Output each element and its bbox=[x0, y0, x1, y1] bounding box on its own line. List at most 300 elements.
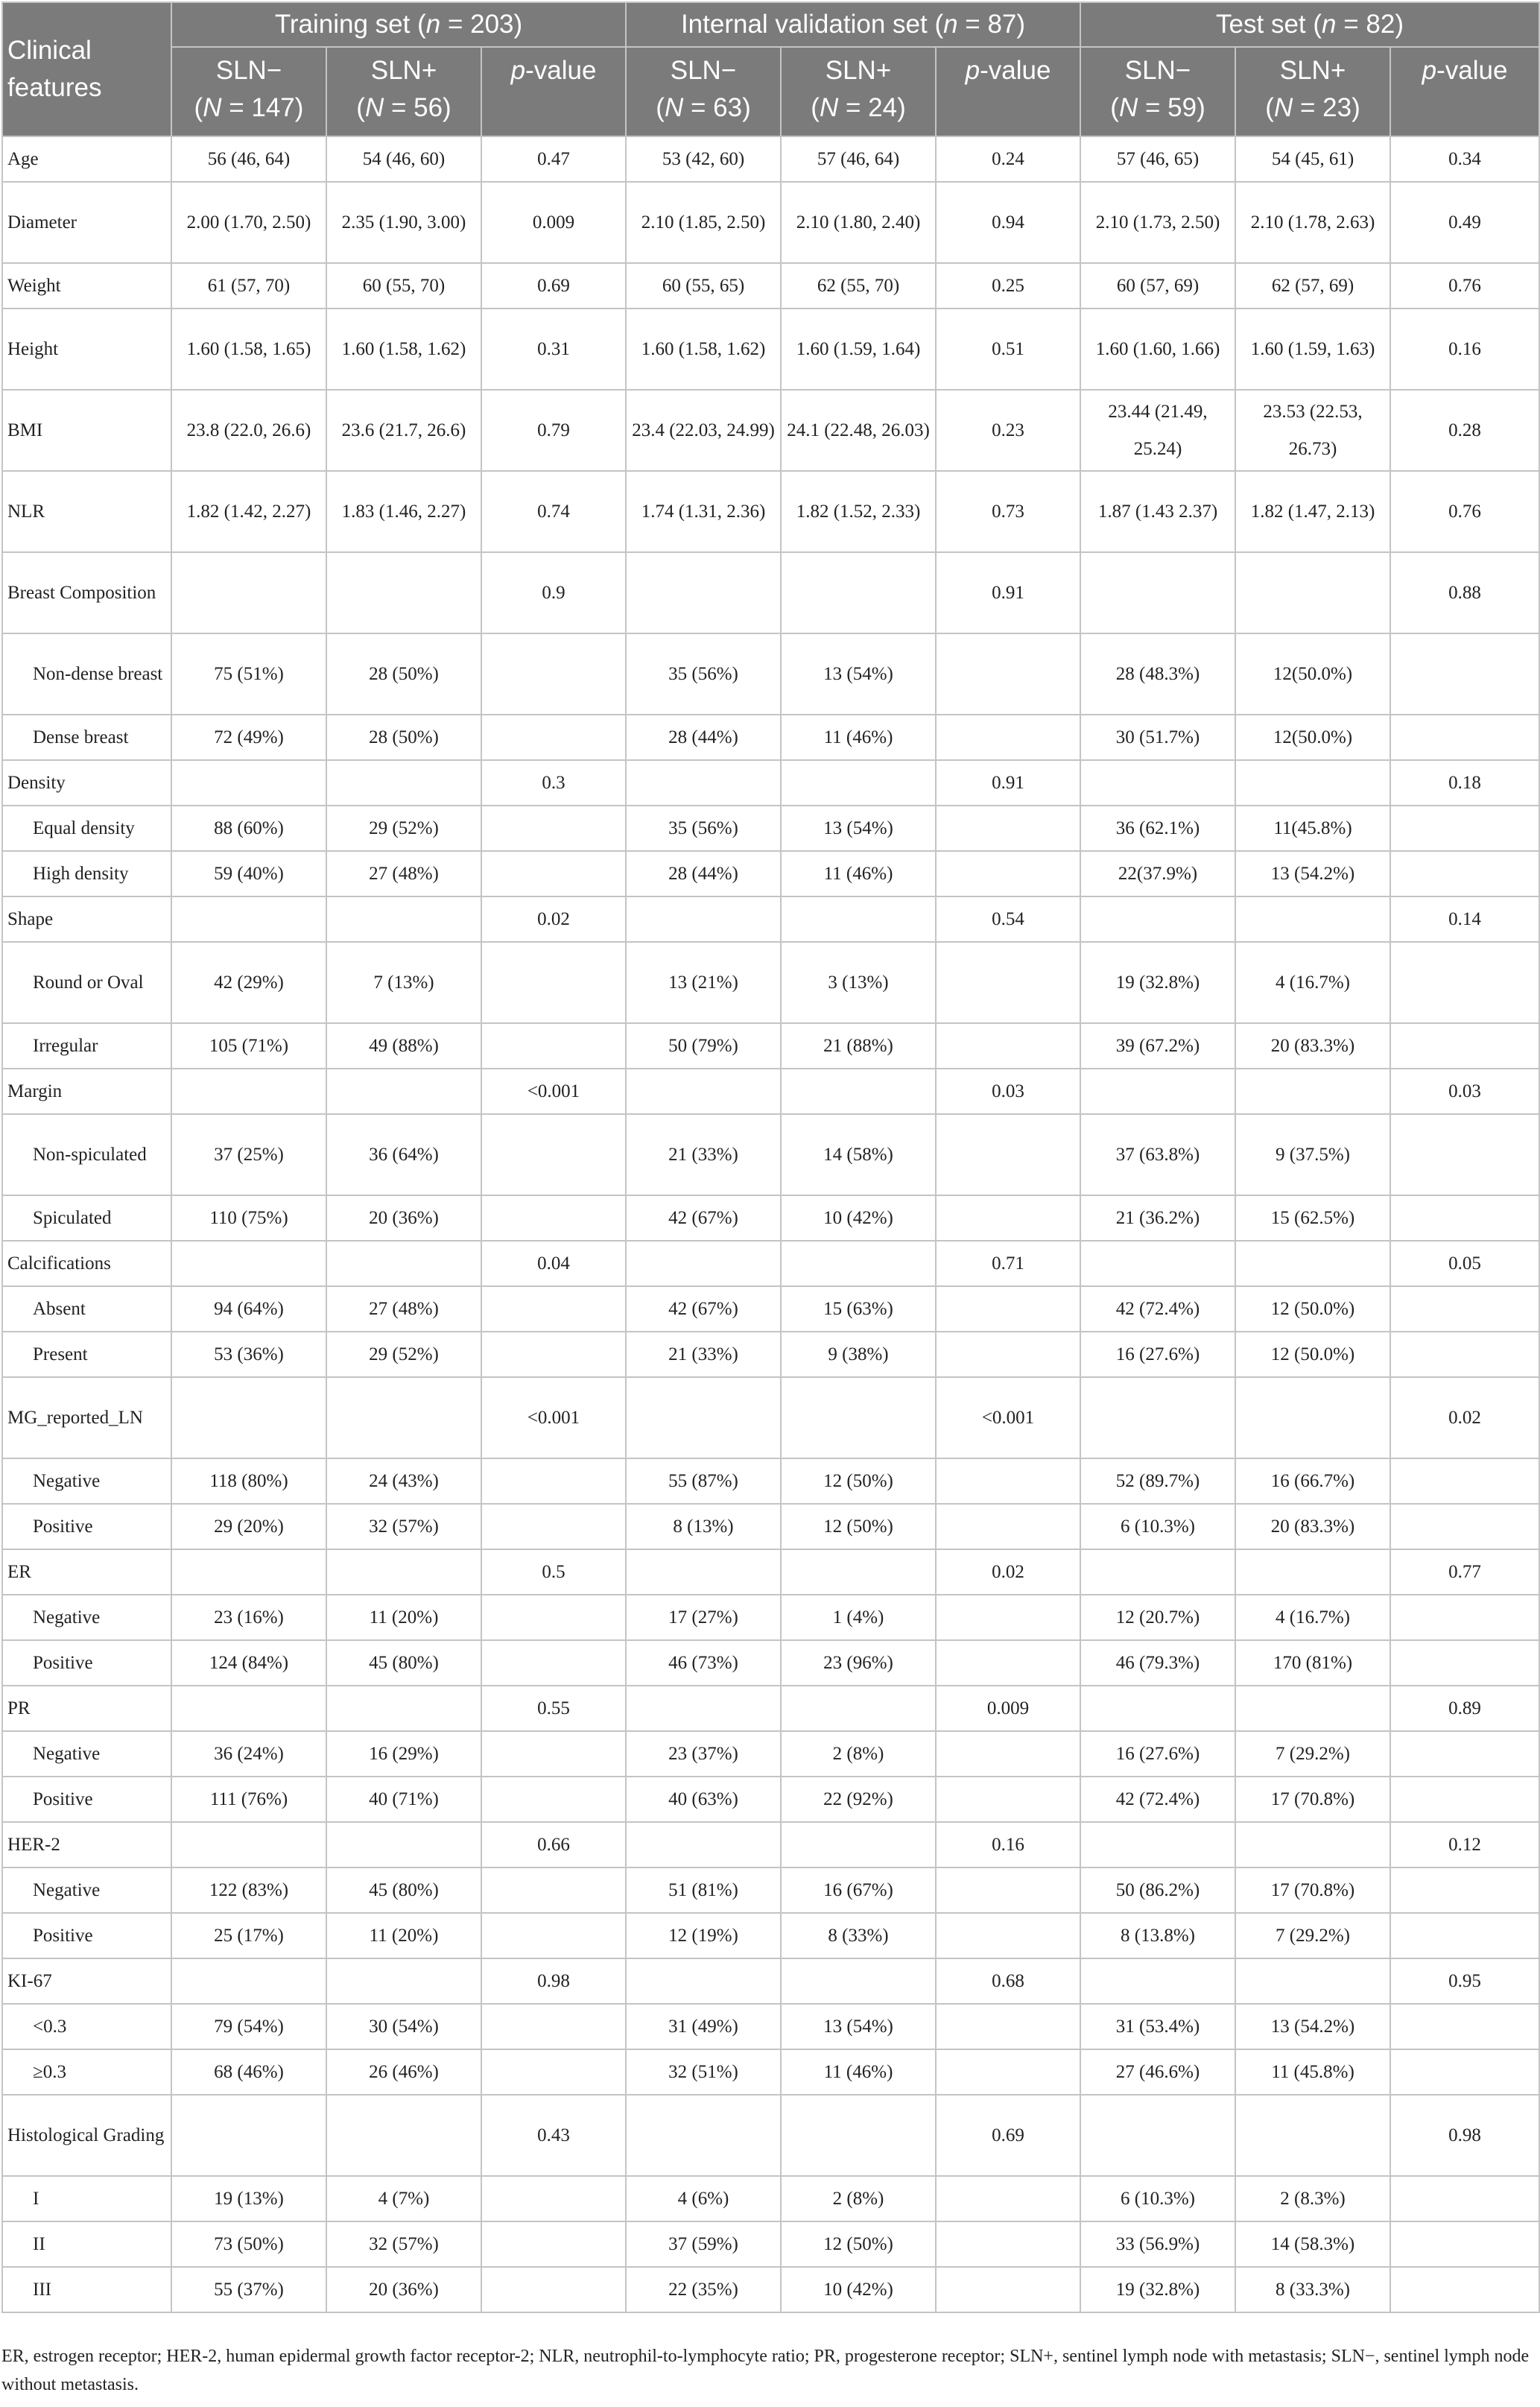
table-cell bbox=[936, 1286, 1080, 1332]
table-cell bbox=[171, 2095, 326, 2176]
table-cell: 0.76 bbox=[1390, 263, 1539, 309]
table-cell: 42 (29%) bbox=[171, 942, 326, 1023]
table-cell bbox=[481, 1595, 626, 1640]
table-cell bbox=[626, 552, 781, 633]
table-cell bbox=[781, 552, 936, 633]
row-label: Density bbox=[2, 760, 171, 806]
table-cell: 32 (51%) bbox=[626, 2049, 781, 2095]
table-cell: 20 (83.3%) bbox=[1235, 1023, 1390, 1069]
table-row bbox=[2, 263, 1539, 309]
table-cell: 0.79 bbox=[481, 390, 626, 471]
table-cell: 105 (71%) bbox=[171, 1023, 326, 1069]
row-label: Calcifications bbox=[2, 1241, 171, 1286]
table-row bbox=[2, 633, 1539, 715]
table-cell: 12 (50.0%) bbox=[1235, 1286, 1390, 1332]
table-cell bbox=[781, 760, 936, 806]
table-cell bbox=[936, 2004, 1080, 2049]
row-label: Negative bbox=[2, 1867, 171, 1913]
row-label: Weight bbox=[2, 263, 171, 309]
table-cell: 0.51 bbox=[936, 309, 1080, 390]
table-cell bbox=[626, 1549, 781, 1595]
table-cell: 14 (58.3%) bbox=[1235, 2221, 1390, 2267]
table-cell: 0.9 bbox=[481, 552, 626, 633]
table-cell: 110 (75%) bbox=[171, 1195, 326, 1241]
table-cell bbox=[1080, 1069, 1235, 1114]
table-cell: 16 (67%) bbox=[781, 1867, 936, 1913]
table-cell bbox=[1080, 760, 1235, 806]
table-cell bbox=[936, 1195, 1080, 1241]
table-cell bbox=[936, 2221, 1080, 2267]
table-cell bbox=[1390, 1595, 1539, 1640]
table-cell bbox=[481, 806, 626, 851]
table-cell bbox=[1390, 633, 1539, 715]
table-cell: 24.1 (22.48, 26.03) bbox=[781, 390, 936, 471]
header-training-sln-negative: SLN− (N = 147) bbox=[171, 47, 326, 136]
table-cell: 21 (33%) bbox=[626, 1114, 781, 1195]
table-cell: 12(50.0%) bbox=[1235, 633, 1390, 715]
table-cell bbox=[1235, 1069, 1390, 1114]
table-cell bbox=[936, 2267, 1080, 2312]
table-row bbox=[2, 2049, 1539, 2095]
table-cell: 27 (48%) bbox=[326, 851, 481, 896]
table-cell bbox=[1390, 1332, 1539, 1377]
table-cell bbox=[936, 1504, 1080, 1549]
row-label: PR bbox=[2, 1686, 171, 1731]
table-row bbox=[2, 309, 1539, 390]
table-cell bbox=[626, 1377, 781, 1458]
row-label: Absent bbox=[2, 1286, 171, 1332]
table-cell: 0.3 bbox=[481, 760, 626, 806]
table-cell: 45 (80%) bbox=[326, 1640, 481, 1686]
table-cell: 39 (67.2%) bbox=[1080, 1023, 1235, 1069]
table-cell bbox=[481, 851, 626, 896]
table-cell: 7 (13%) bbox=[326, 942, 481, 1023]
header-group-test: Test set (n = 82) bbox=[1080, 2, 1539, 47]
table-row bbox=[2, 1114, 1539, 1195]
table-cell: 1.82 (1.47, 2.13) bbox=[1235, 471, 1390, 552]
table-cell: 27 (46.6%) bbox=[1080, 2049, 1235, 2095]
table-cell: 0.24 bbox=[936, 136, 1080, 182]
table-row bbox=[2, 2221, 1539, 2267]
table-cell bbox=[1390, 851, 1539, 896]
table-cell: 0.009 bbox=[936, 1686, 1080, 1731]
table-cell: 94 (64%) bbox=[171, 1286, 326, 1332]
table-cell bbox=[326, 1958, 481, 2004]
table-cell: 0.77 bbox=[1390, 1549, 1539, 1595]
table-cell bbox=[936, 633, 1080, 715]
table-cell: 62 (55, 70) bbox=[781, 263, 936, 309]
table-cell bbox=[781, 1377, 936, 1458]
table-cell bbox=[936, 942, 1080, 1023]
row-label: Histological Grading bbox=[2, 2095, 171, 2176]
table-cell bbox=[936, 2176, 1080, 2221]
table-cell: 1.87 (1.43 2.37) bbox=[1080, 471, 1235, 552]
table-cell: 10 (42%) bbox=[781, 1195, 936, 1241]
table-cell bbox=[1390, 1777, 1539, 1822]
table-cell: 170 (81%) bbox=[1235, 1640, 1390, 1686]
table-cell: 29 (20%) bbox=[171, 1504, 326, 1549]
table-cell bbox=[1080, 552, 1235, 633]
table-cell: 61 (57, 70) bbox=[171, 263, 326, 309]
table-cell: 30 (51.7%) bbox=[1080, 715, 1235, 760]
table-cell bbox=[481, 1332, 626, 1377]
table-row bbox=[2, 552, 1539, 633]
table-cell: 1 (4%) bbox=[781, 1595, 936, 1640]
table-cell: 23.6 (21.7, 26.6) bbox=[326, 390, 481, 471]
row-label: Non-spiculated bbox=[2, 1114, 171, 1195]
row-label: Dense breast bbox=[2, 715, 171, 760]
table-row bbox=[2, 1195, 1539, 1241]
table-cell: 68 (46%) bbox=[171, 2049, 326, 2095]
table-cell: 46 (79.3%) bbox=[1080, 1640, 1235, 1686]
table-cell bbox=[1080, 2095, 1235, 2176]
table-cell bbox=[626, 2095, 781, 2176]
row-label: Shape bbox=[2, 896, 171, 942]
table-cell bbox=[326, 2095, 481, 2176]
table-cell bbox=[936, 1777, 1080, 1822]
table-cell: 0.43 bbox=[481, 2095, 626, 2176]
table-cell bbox=[481, 1114, 626, 1195]
table-cell: <0.001 bbox=[481, 1069, 626, 1114]
table-header bbox=[2, 2, 1539, 136]
table-cell: 27 (48%) bbox=[326, 1286, 481, 1332]
table-cell: 26 (46%) bbox=[326, 2049, 481, 2095]
table-cell: 1.60 (1.58, 1.65) bbox=[171, 309, 326, 390]
table-cell: 45 (80%) bbox=[326, 1867, 481, 1913]
table-cell: 0.55 bbox=[481, 1686, 626, 1731]
table-cell: 4 (6%) bbox=[626, 2176, 781, 2221]
header-group-training: Training set (n = 203) bbox=[171, 2, 626, 47]
table-cell bbox=[326, 896, 481, 942]
table-cell bbox=[171, 552, 326, 633]
table-cell: 19 (32.8%) bbox=[1080, 942, 1235, 1023]
table-cell bbox=[171, 1241, 326, 1286]
table-cell: 50 (79%) bbox=[626, 1023, 781, 1069]
row-label: Age bbox=[2, 136, 171, 182]
table-cell: 60 (55, 65) bbox=[626, 263, 781, 309]
table-row bbox=[2, 1686, 1539, 1731]
header-test-p-value: p-value bbox=[1390, 47, 1539, 136]
table-cell: 0.18 bbox=[1390, 760, 1539, 806]
table-cell bbox=[1080, 896, 1235, 942]
row-label: Height bbox=[2, 309, 171, 390]
table-cell: 12 (50%) bbox=[781, 2221, 936, 2267]
table-cell: 0.28 bbox=[1390, 390, 1539, 471]
table-row bbox=[2, 1023, 1539, 1069]
table-row bbox=[2, 2095, 1539, 2176]
table-cell: 11(45.8%) bbox=[1235, 806, 1390, 851]
table-cell: 13 (21%) bbox=[626, 942, 781, 1023]
table-cell: 13 (54%) bbox=[781, 2004, 936, 2049]
table-cell bbox=[481, 2267, 626, 2312]
table-cell bbox=[326, 1069, 481, 1114]
table-cell bbox=[326, 1549, 481, 1595]
row-label: Positive bbox=[2, 1777, 171, 1822]
row-label: Spiculated bbox=[2, 1195, 171, 1241]
table-cell: 31 (53.4%) bbox=[1080, 2004, 1235, 2049]
table-cell: 42 (72.4%) bbox=[1080, 1777, 1235, 1822]
table-cell: 0.25 bbox=[936, 263, 1080, 309]
table-cell: 29 (52%) bbox=[326, 1332, 481, 1377]
table-cell: 2.10 (1.78, 2.63) bbox=[1235, 182, 1390, 263]
table-cell bbox=[481, 1913, 626, 1958]
table-cell: 7 (29.2%) bbox=[1235, 1731, 1390, 1777]
table-cell bbox=[171, 760, 326, 806]
table-cell bbox=[781, 1069, 936, 1114]
table-cell bbox=[936, 2049, 1080, 2095]
table-cell: 36 (64%) bbox=[326, 1114, 481, 1195]
table-cell bbox=[1390, 1913, 1539, 1958]
table-cell: 17 (70.8%) bbox=[1235, 1867, 1390, 1913]
table-row bbox=[2, 1822, 1539, 1867]
table-cell: 0.04 bbox=[481, 1241, 626, 1286]
table-cell: 59 (40%) bbox=[171, 851, 326, 896]
table-cell bbox=[1390, 806, 1539, 851]
table-cell: 28 (44%) bbox=[626, 851, 781, 896]
table-body bbox=[2, 136, 1539, 2312]
table-cell bbox=[481, 1458, 626, 1504]
table-cell: 28 (48.3%) bbox=[1080, 633, 1235, 715]
table-cell bbox=[1390, 1023, 1539, 1069]
table-row bbox=[2, 2004, 1539, 2049]
table-row bbox=[2, 1332, 1539, 1377]
table-cell bbox=[1390, 942, 1539, 1023]
table-cell: 16 (27.6%) bbox=[1080, 1731, 1235, 1777]
table-cell: 12 (50%) bbox=[781, 1458, 936, 1504]
row-label: ≥0.3 bbox=[2, 2049, 171, 2095]
table-cell: 0.5 bbox=[481, 1549, 626, 1595]
table-cell bbox=[1390, 1731, 1539, 1777]
header-training-sln-positive: SLN+ (N = 56) bbox=[326, 47, 481, 136]
table-cell bbox=[1235, 1377, 1390, 1458]
table-cell: 0.89 bbox=[1390, 1686, 1539, 1731]
row-label: Diameter bbox=[2, 182, 171, 263]
row-label: Positive bbox=[2, 1504, 171, 1549]
table-row bbox=[2, 1913, 1539, 1958]
table-cell bbox=[626, 1241, 781, 1286]
table-cell: 11 (46%) bbox=[781, 2049, 936, 2095]
table-cell bbox=[936, 1913, 1080, 1958]
table-cell bbox=[1390, 1640, 1539, 1686]
table-cell bbox=[1235, 1549, 1390, 1595]
table-cell: 60 (57, 69) bbox=[1080, 263, 1235, 309]
table-row bbox=[2, 1377, 1539, 1458]
table-cell: 15 (62.5%) bbox=[1235, 1195, 1390, 1241]
table-cell: 0.02 bbox=[481, 896, 626, 942]
table-cell: 12(50.0%) bbox=[1235, 715, 1390, 760]
table-cell bbox=[936, 715, 1080, 760]
table-cell: 3 (13%) bbox=[781, 942, 936, 1023]
table-cell: 0.23 bbox=[936, 390, 1080, 471]
table-cell bbox=[171, 1549, 326, 1595]
table-cell: 33 (56.9%) bbox=[1080, 2221, 1235, 2267]
row-label: Non-dense breast bbox=[2, 633, 171, 715]
table-cell bbox=[1390, 1867, 1539, 1913]
row-label: ER bbox=[2, 1549, 171, 1595]
table-cell bbox=[781, 2095, 936, 2176]
table-row bbox=[2, 1069, 1539, 1114]
table-cell: 12 (50%) bbox=[781, 1504, 936, 1549]
table-cell: 12 (20.7%) bbox=[1080, 1595, 1235, 1640]
table-cell: <0.001 bbox=[936, 1377, 1080, 1458]
table-row bbox=[2, 1549, 1539, 1595]
table-cell bbox=[936, 1114, 1080, 1195]
table-cell: 0.68 bbox=[936, 1958, 1080, 2004]
table-cell: 42 (72.4%) bbox=[1080, 1286, 1235, 1332]
table-cell: 57 (46, 64) bbox=[781, 136, 936, 182]
table-cell: 21 (33%) bbox=[626, 1332, 781, 1377]
table-cell bbox=[481, 633, 626, 715]
table-cell: 42 (67%) bbox=[626, 1286, 781, 1332]
row-label: HER-2 bbox=[2, 1822, 171, 1867]
table-cell: 37 (63.8%) bbox=[1080, 1114, 1235, 1195]
header-test-sln-negative: SLN− (N = 59) bbox=[1080, 47, 1235, 136]
table-cell: 0.02 bbox=[1390, 1377, 1539, 1458]
row-label: II bbox=[2, 2221, 171, 2267]
table-cell: 1.60 (1.60, 1.66) bbox=[1080, 309, 1235, 390]
table-cell: 8 (13.8%) bbox=[1080, 1913, 1235, 1958]
table-cell bbox=[1235, 1686, 1390, 1731]
table-cell: 31 (49%) bbox=[626, 2004, 781, 2049]
table-cell: 32 (57%) bbox=[326, 2221, 481, 2267]
table-cell: 17 (70.8%) bbox=[1235, 1777, 1390, 1822]
header-validation-sln-negative: SLN− (N = 63) bbox=[626, 47, 781, 136]
table-cell: 0.16 bbox=[936, 1822, 1080, 1867]
table-cell: 0.73 bbox=[936, 471, 1080, 552]
table-cell: 56 (46, 64) bbox=[171, 136, 326, 182]
table-cell: 111 (76%) bbox=[171, 1777, 326, 1822]
table-cell bbox=[481, 2049, 626, 2095]
table-cell: 1.60 (1.58, 1.62) bbox=[326, 309, 481, 390]
table-cell: 1.74 (1.31, 2.36) bbox=[626, 471, 781, 552]
table-cell bbox=[481, 1640, 626, 1686]
table-cell: 54 (45, 61) bbox=[1235, 136, 1390, 182]
table-cell bbox=[626, 1686, 781, 1731]
table-cell: 0.54 bbox=[936, 896, 1080, 942]
table-cell: 118 (80%) bbox=[171, 1458, 326, 1504]
table-row bbox=[2, 1241, 1539, 1286]
table-cell: 46 (73%) bbox=[626, 1640, 781, 1686]
table-cell: 37 (59%) bbox=[626, 2221, 781, 2267]
header-validation-p-value: p-value bbox=[936, 47, 1080, 136]
table-cell: 49 (88%) bbox=[326, 1023, 481, 1069]
table-cell: 0.14 bbox=[1390, 896, 1539, 942]
table-cell: 0.12 bbox=[1390, 1822, 1539, 1867]
table-cell bbox=[1235, 1822, 1390, 1867]
table-cell: 22 (35%) bbox=[626, 2267, 781, 2312]
table-cell: 0.69 bbox=[936, 2095, 1080, 2176]
table-cell bbox=[481, 1023, 626, 1069]
table-row bbox=[2, 1286, 1539, 1332]
row-label: Positive bbox=[2, 1640, 171, 1686]
table-cell: 55 (37%) bbox=[171, 2267, 326, 2312]
table-cell: 2 (8.3%) bbox=[1235, 2176, 1390, 2221]
table-cell: 23.53 (22.53, 26.73) bbox=[1235, 390, 1390, 471]
table-cell: 22 (92%) bbox=[781, 1777, 936, 1822]
table-cell: 0.98 bbox=[481, 1958, 626, 2004]
table-cell: 53 (42, 60) bbox=[626, 136, 781, 182]
table-cell: 0.88 bbox=[1390, 552, 1539, 633]
table-cell: 23.4 (22.03, 24.99) bbox=[626, 390, 781, 471]
table-cell bbox=[481, 1867, 626, 1913]
table-cell bbox=[171, 1958, 326, 2004]
table-cell bbox=[781, 1958, 936, 2004]
table-cell: 17 (27%) bbox=[626, 1595, 781, 1640]
table-cell bbox=[1390, 2049, 1539, 2095]
table-cell bbox=[1235, 2095, 1390, 2176]
table-cell: 2 (8%) bbox=[781, 2176, 936, 2221]
table-cell: 10 (42%) bbox=[781, 2267, 936, 2312]
table-cell: 0.71 bbox=[936, 1241, 1080, 1286]
row-label: <0.3 bbox=[2, 2004, 171, 2049]
table-cell: 23.8 (22.0, 26.6) bbox=[171, 390, 326, 471]
table-row bbox=[2, 760, 1539, 806]
row-label: Negative bbox=[2, 1731, 171, 1777]
row-label: Irregular bbox=[2, 1023, 171, 1069]
table-cell: 0.91 bbox=[936, 760, 1080, 806]
table-cell: 9 (38%) bbox=[781, 1332, 936, 1377]
table-cell bbox=[936, 851, 1080, 896]
table-cell bbox=[781, 1241, 936, 1286]
table-cell: 50 (86.2%) bbox=[1080, 1867, 1235, 1913]
table-row bbox=[2, 1595, 1539, 1640]
table-cell: 0.47 bbox=[481, 136, 626, 182]
table-cell bbox=[1390, 2176, 1539, 2221]
table-cell: 88 (60%) bbox=[171, 806, 326, 851]
table-cell: 13 (54.2%) bbox=[1235, 2004, 1390, 2049]
table-cell: 0.74 bbox=[481, 471, 626, 552]
table-cell: 0.94 bbox=[936, 182, 1080, 263]
row-label: Positive bbox=[2, 1913, 171, 1958]
table-cell: 28 (50%) bbox=[326, 715, 481, 760]
table-cell: 1.82 (1.42, 2.27) bbox=[171, 471, 326, 552]
table-cell: 2 (8%) bbox=[781, 1731, 936, 1777]
table-cell: 2.10 (1.73, 2.50) bbox=[1080, 182, 1235, 263]
row-label: Round or Oval bbox=[2, 942, 171, 1023]
table-cell bbox=[936, 1731, 1080, 1777]
table-cell: 1.60 (1.59, 1.64) bbox=[781, 309, 936, 390]
table-cell bbox=[481, 2221, 626, 2267]
table-cell: 23 (16%) bbox=[171, 1595, 326, 1640]
table-cell: 42 (67%) bbox=[626, 1195, 781, 1241]
table-cell: 8 (33%) bbox=[781, 1913, 936, 1958]
table-cell bbox=[1080, 1377, 1235, 1458]
table-cell bbox=[1080, 1958, 1235, 2004]
table-cell: 0.31 bbox=[481, 309, 626, 390]
table-cell bbox=[1390, 1458, 1539, 1504]
table-cell bbox=[1390, 715, 1539, 760]
table-cell bbox=[781, 1549, 936, 1595]
table-cell: 19 (32.8%) bbox=[1080, 2267, 1235, 2312]
table-cell bbox=[1235, 1241, 1390, 1286]
table-cell bbox=[1390, 2004, 1539, 2049]
table-cell: 72 (49%) bbox=[171, 715, 326, 760]
table-cell bbox=[481, 1777, 626, 1822]
table-cell bbox=[936, 1640, 1080, 1686]
table-cell: 8 (33.3%) bbox=[1235, 2267, 1390, 2312]
table-cell bbox=[481, 2004, 626, 2049]
table-cell bbox=[481, 2176, 626, 2221]
table-cell: 12 (50.0%) bbox=[1235, 1332, 1390, 1377]
table-cell: 25 (17%) bbox=[171, 1913, 326, 1958]
table-cell: 0.34 bbox=[1390, 136, 1539, 182]
table-row bbox=[2, 182, 1539, 263]
table-cell: 13 (54%) bbox=[781, 633, 936, 715]
table-cell bbox=[1390, 2221, 1539, 2267]
table-cell: 0.69 bbox=[481, 263, 626, 309]
row-label: Present bbox=[2, 1332, 171, 1377]
table-row bbox=[2, 1640, 1539, 1686]
